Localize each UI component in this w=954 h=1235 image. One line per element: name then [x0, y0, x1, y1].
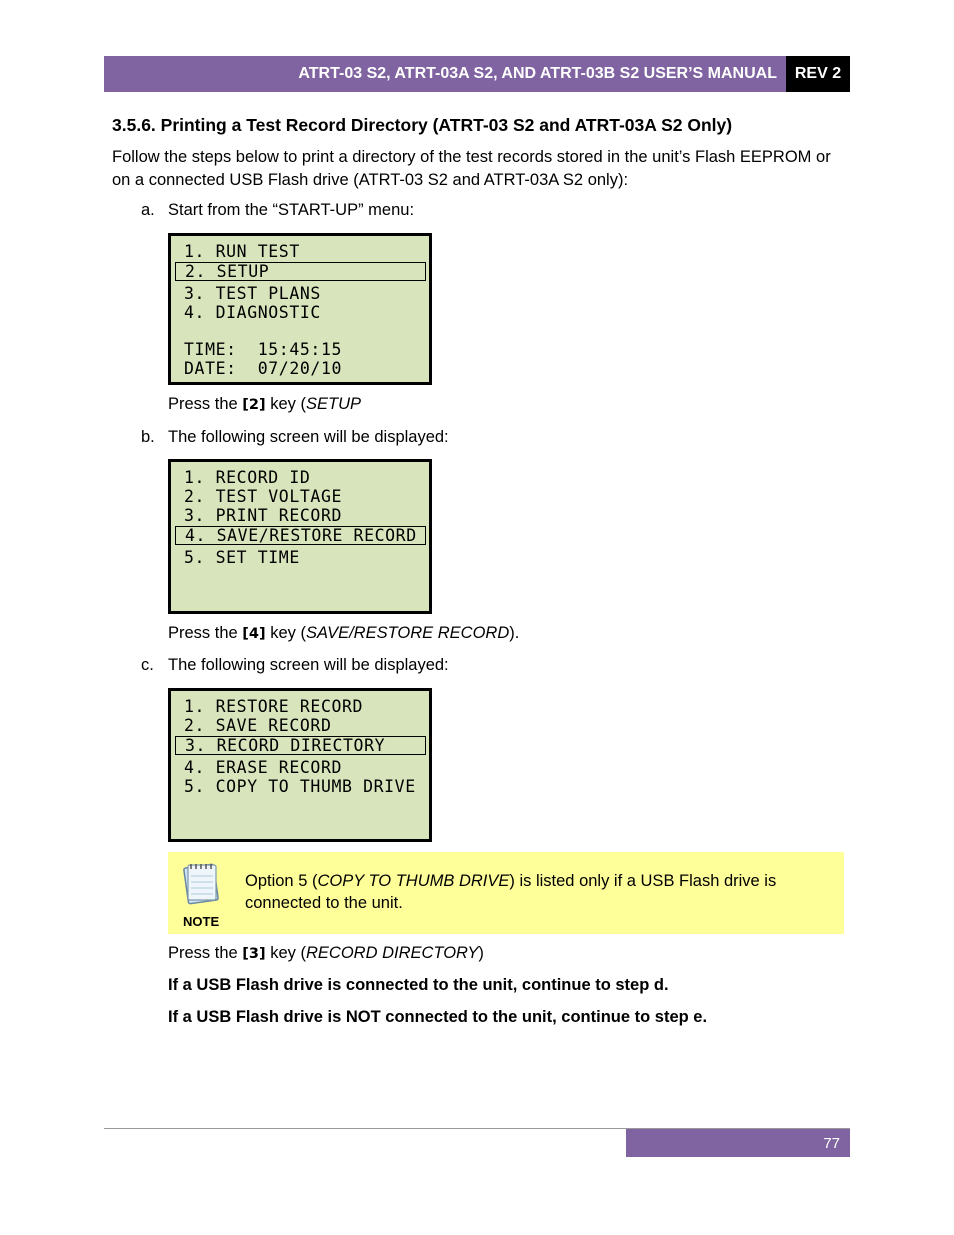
manual-title: ATRT-03 S2, ATRT-03A S2, AND ATRT-03B S2 USER’S MANUAL [298, 65, 777, 82]
header-title-bar [104, 56, 786, 92]
step-c-press-instruction [168, 944, 484, 963]
lcd-line: 4. ERASE RECORD [184, 758, 343, 777]
step-a-letter: a. [141, 201, 155, 219]
press-prefix: Press the [168, 944, 243, 962]
step-c-letter: c. [141, 656, 154, 674]
key-action: SETUP [305, 395, 361, 413]
step-b-letter: b. [141, 428, 155, 446]
press-prefix: Press the [168, 395, 243, 413]
lcd-line: TIME: 15:45:15 [184, 340, 343, 359]
step-c-text: The following screen will be displayed: [168, 656, 449, 674]
page-number: 77 [823, 1134, 840, 1152]
footer-page-bar [626, 1129, 850, 1157]
note-text-prefix: Option 5 ( [245, 872, 318, 890]
key-action: SAVE/RESTORE RECORD [305, 624, 510, 642]
lcd-line: 4. DIAGNOSTIC [184, 303, 321, 322]
lcd-screen-save-restore [168, 688, 432, 842]
key-action: RECORD DIRECTORY [305, 944, 479, 962]
press-suffix: ). [509, 624, 520, 642]
lcd-line-selected: 2. SETUP [175, 262, 426, 281]
lcd-line-selected: 3. RECORD DIRECTORY [175, 736, 426, 755]
lcd-line: 5. COPY TO THUMB DRIVE [184, 777, 416, 796]
key-label: [2] [242, 397, 266, 413]
note-text-suffix: ) is listed only if a USB Flash drive is connected to the unit. [245, 872, 777, 912]
note-text-italic: COPY TO THUMB DRIVE [317, 872, 510, 890]
lcd-line: 1. RUN TEST [184, 242, 300, 261]
press-mid: key ( [265, 395, 306, 413]
note-label: NOTE [183, 914, 220, 929]
lcd-line: 5. SET TIME [184, 548, 300, 567]
lcd-line-selected: 4. SAVE/RESTORE RECORD [175, 526, 426, 545]
usb-not-connected-instruction: If a USB Flash drive is NOT connected to the unit, continue to step e. [168, 1008, 708, 1026]
note-callout [168, 852, 844, 934]
notepad-icon [176, 858, 226, 908]
lcd-line: 3. PRINT RECORD [184, 506, 343, 525]
lcd-line: 1. RESTORE RECORD [184, 697, 364, 716]
step-b-press-instruction [168, 624, 519, 643]
section-title: 3.5.6. Printing a Test Record Directory (ATRT-03 S2 and ATRT-03A S2 Only) [112, 115, 733, 135]
lcd-screen-setup [168, 459, 432, 614]
press-mid: key ( [265, 624, 306, 642]
press-suffix: ) [478, 944, 484, 962]
key-label: [4] [242, 626, 266, 642]
lcd-line: 2. TEST VOLTAGE [184, 487, 343, 506]
lcd-line: 2. SAVE RECORD [184, 716, 332, 735]
note-text [245, 870, 805, 914]
key-label: [3] [242, 946, 266, 962]
usb-connected-instruction: If a USB Flash drive is connected to the unit, continue to step d. [168, 976, 669, 994]
lcd-line: DATE: 07/20/10 [184, 359, 343, 378]
lcd-line: 1. RECORD ID [184, 468, 311, 487]
step-a-press-instruction [168, 395, 361, 414]
press-prefix: Press the [168, 624, 243, 642]
revision-badge [786, 56, 850, 92]
step-b-text: The following screen will be displayed: [168, 428, 449, 446]
lcd-line [175, 322, 426, 341]
lcd-line: 3. TEST PLANS [184, 284, 321, 303]
press-mid: key ( [265, 944, 306, 962]
intro-paragraph: Follow the steps below to print a directory of the test records stored in the unit’s Flash EEPROM or on a connected USB Flash drive (ATRT-03 S2 and ATRT-03A S2 only): [112, 148, 831, 189]
lcd-screen-startup [168, 233, 432, 385]
revision-label: REV 2 [794, 65, 842, 82]
step-a-text: Start from the “START-UP” menu: [168, 201, 415, 219]
